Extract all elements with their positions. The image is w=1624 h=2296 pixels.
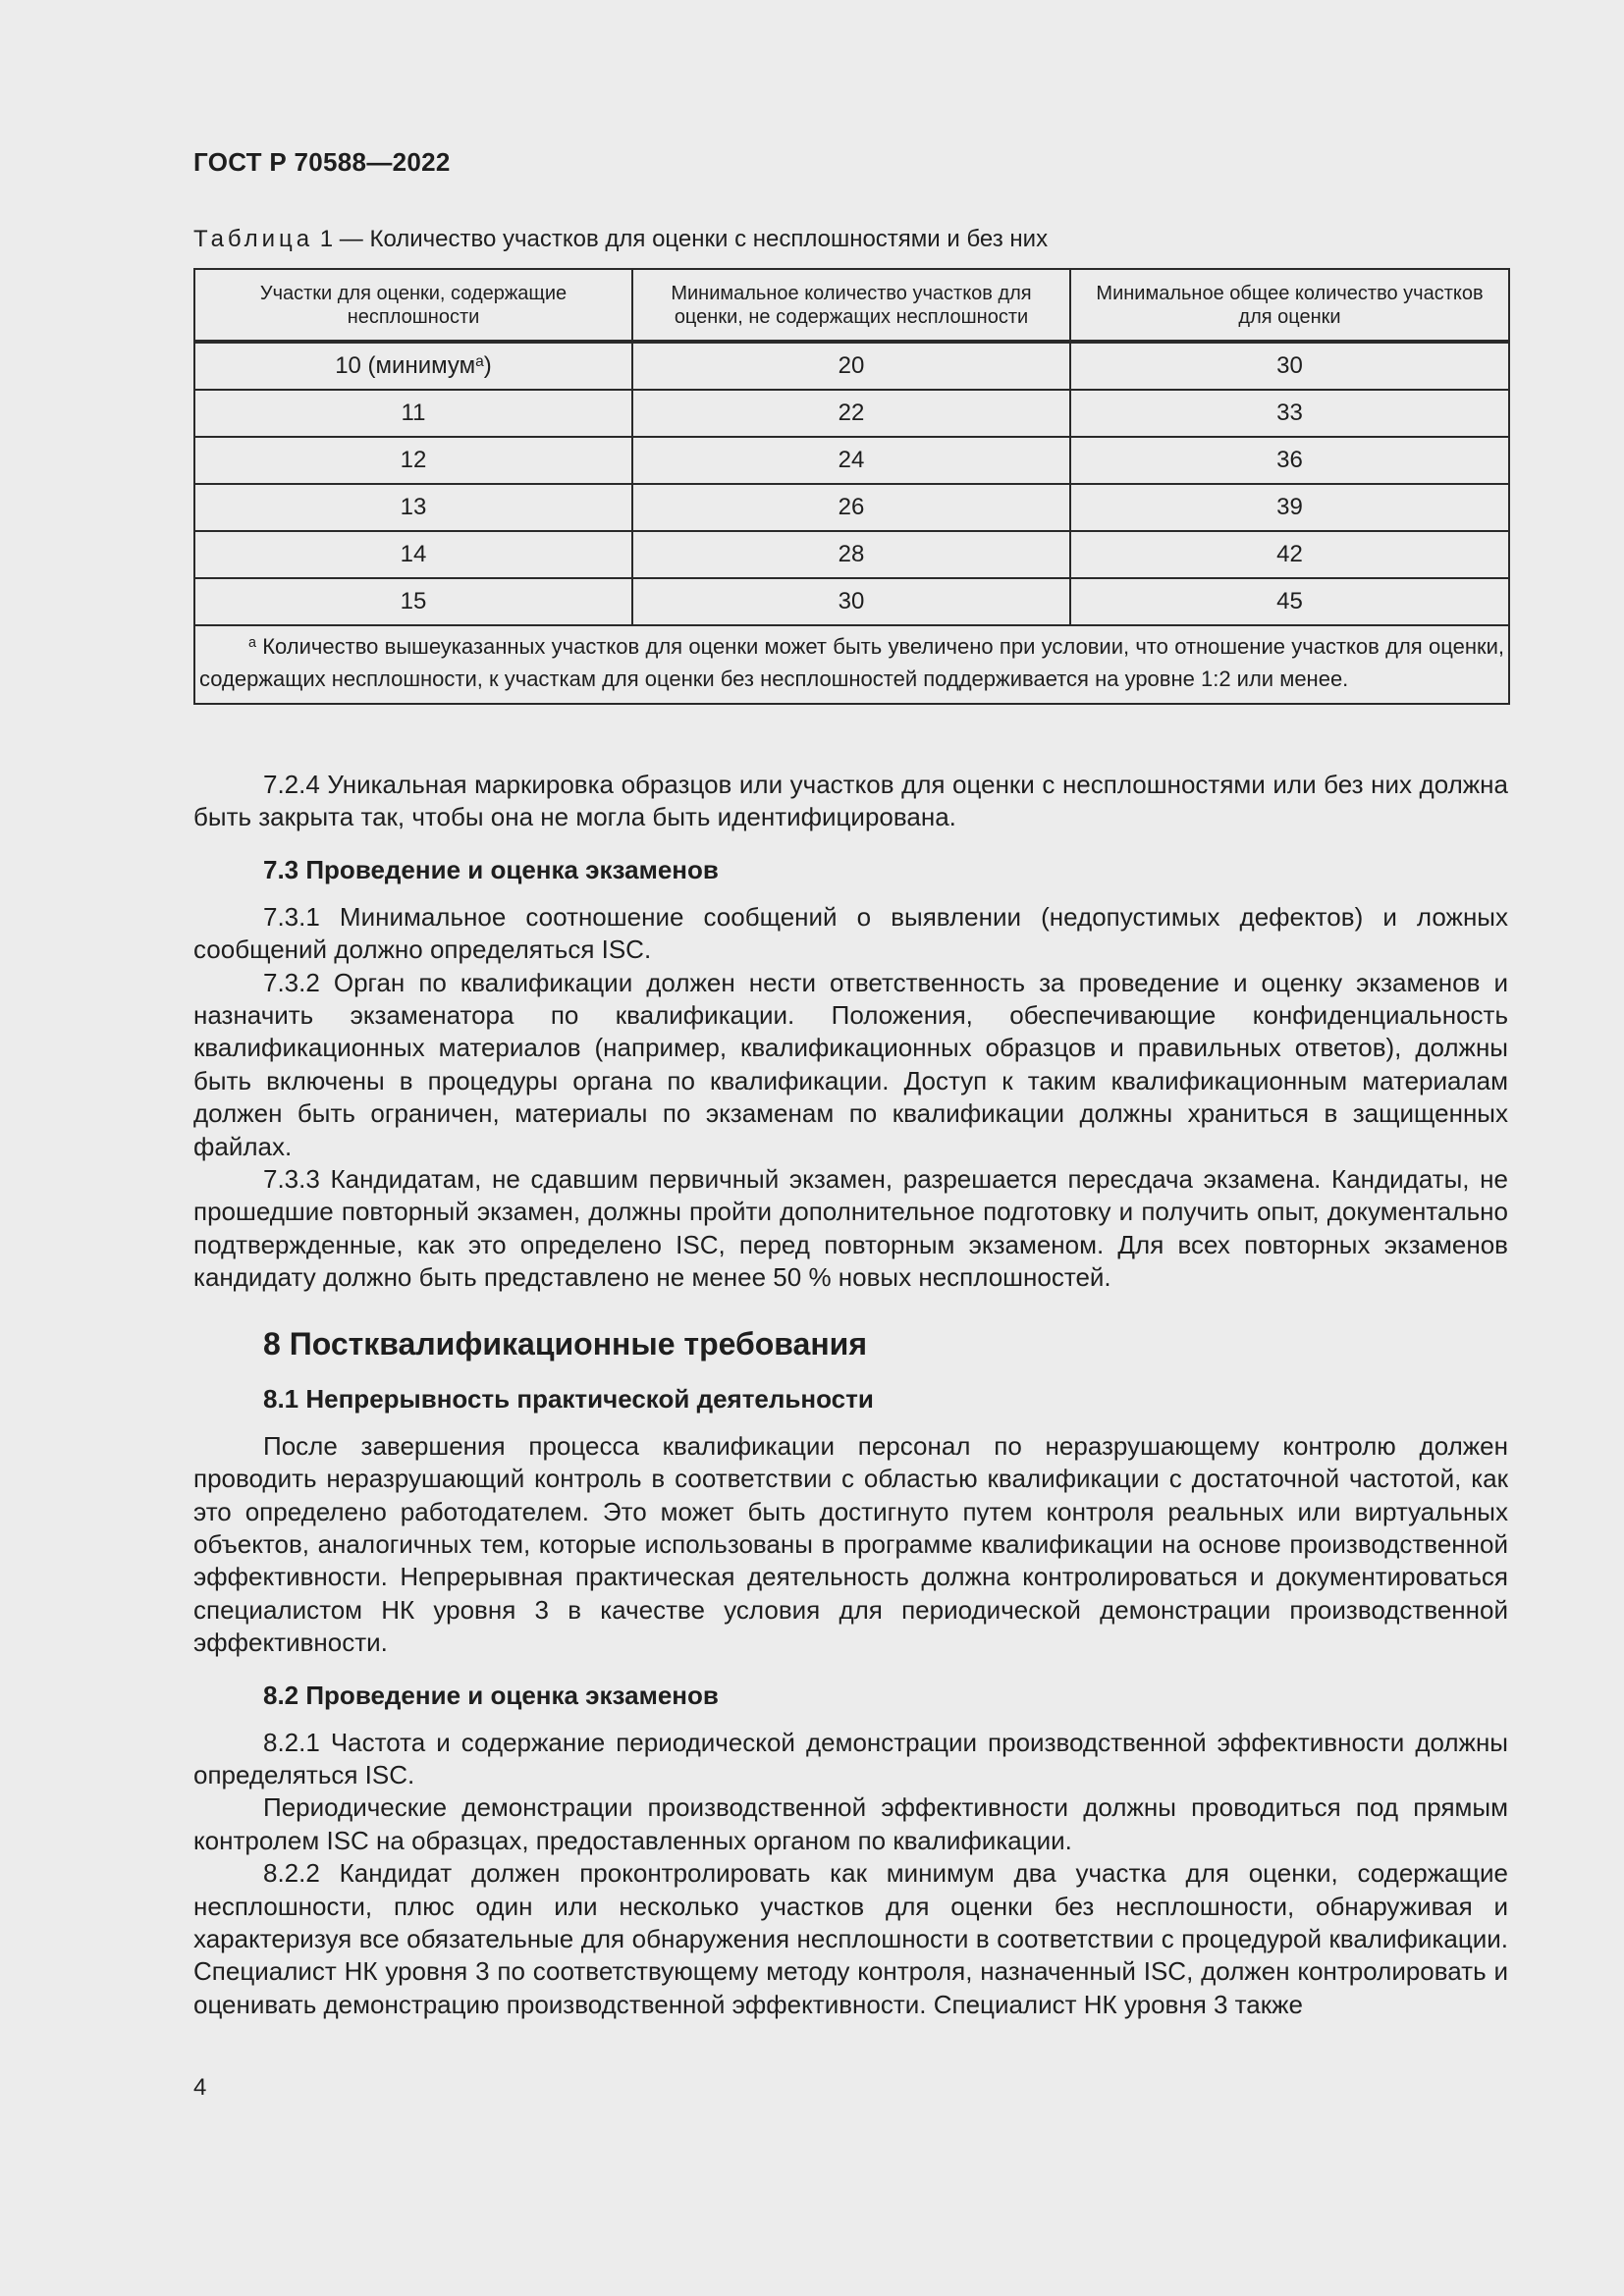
table-row xyxy=(194,390,1509,437)
table-row xyxy=(194,437,1509,484)
table-cell: 22 xyxy=(632,390,1070,437)
table-cell: 13 xyxy=(194,484,632,531)
table-caption-title: 1 — Количество участков для оценки с несплошностями и без них xyxy=(313,226,1049,252)
table-cell: 30 xyxy=(632,578,1070,625)
table-cell: 24 xyxy=(632,437,1070,484)
table-cell: 39 xyxy=(1070,484,1509,531)
table-cell: 33 xyxy=(1070,390,1509,437)
section-heading-8-1: 8.1 Непрерывность практической деятельности xyxy=(263,1383,874,1414)
table-cell: 42 xyxy=(1070,531,1509,578)
table-cell: 11 xyxy=(194,390,632,437)
footnote-ref: a xyxy=(475,353,484,370)
table-cell: 20 xyxy=(632,342,1070,390)
table-cell: 36 xyxy=(1070,437,1509,484)
section-heading-7-3: 7.3 Проведение и оценка экзаменов xyxy=(263,854,719,884)
table-footnote-row xyxy=(194,625,1509,704)
table-cell-text: ) xyxy=(483,352,492,379)
table-cell-text: 10 (минимум xyxy=(335,352,476,379)
footnote-mark: a xyxy=(248,635,256,651)
section-heading-8-2: 8.2 Проведение и оценка экзаменов xyxy=(263,1680,719,1710)
document-header: ГОСТ Р 70588—2022 xyxy=(193,147,451,177)
table-header-cell: Участки для оценки, содержащие несплошности xyxy=(194,269,632,342)
table-cell: 26 xyxy=(632,484,1070,531)
table-row xyxy=(194,578,1509,625)
paragraph-7-3-2: 7.3.2 Орган по квалификации должен нести ответственность за проведение и оценку экзаменов и назначить экзаменатора по квалификации. Положения, обеспечивающие конфиденциальность квалификационных материалов (например, квалификационных образцов и правильных ответов), должны быть включены в процедуры органа по квалификации. Доступ к таким квалификационным материалам должен быть ограничен, материалы по экзаменам по квалификации должны храниться в защищенных файлах. xyxy=(193,967,1508,1161)
paragraph-8-2-1b: Периодические демонстрации производственной эффективности должны проводиться под прямым контролем ISC на образцах, предоставленных органом по квалификации. xyxy=(193,1792,1508,1855)
data-table xyxy=(193,268,1510,705)
table-cell: 28 xyxy=(632,531,1070,578)
table-cell: 14 xyxy=(194,531,632,578)
table-cell: 15 xyxy=(194,578,632,625)
paragraph-8-1: После завершения процесса квалификации персонал по неразрушающему контролю должен проводить неразрушающий контроль в соответствии с областью квалификации с достаточной частотой, как это определено работодателем. Это может быть достигнуто путем контроля реальных или виртуальных объектов, аналогичных тем, которые использованы в программе квалификации на основе производственной эффективности. Непрерывная практическая деятельность должна контролироваться и документироваться специалистом НК уровня 3 в качестве условия для периодической демонстрации производственной эффективности. xyxy=(193,1430,1508,1658)
table-row xyxy=(194,484,1509,531)
page-number: 4 xyxy=(193,2074,207,2101)
table-header-cell: Минимальное общее количество участков для оценки xyxy=(1070,269,1509,342)
table-header-cell: Минимальное количество участков для оценки, не содержащих несплошности xyxy=(632,269,1070,342)
table-footnote xyxy=(194,625,1509,704)
paragraph-7-3-1: 7.3.1 Минимальное соотношение сообщений о выявлении (недопустимых дефектов) и ложных сообщений должно определяться ISC. xyxy=(193,901,1508,965)
body-text xyxy=(193,769,1508,2021)
table-caption xyxy=(193,226,1048,253)
table-cell: 45 xyxy=(1070,578,1509,625)
table-row xyxy=(194,342,1509,390)
table-cell: 12 xyxy=(194,437,632,484)
footnote-text: Количество вышеуказанных участков для оценки может быть увеличено при условии, что отношение участков для оценки, содержащих несплошности, к участкам для оценки без несплошностей поддерживается на уровне 1:2 или менее. xyxy=(199,634,1504,691)
section-heading-8: 8 Постквалификационные требования xyxy=(263,1325,868,1362)
table-cell: 30 xyxy=(1070,342,1509,390)
paragraph-7-3-3: 7.3.3 Кандидатам, не сдавшим первичный экзамен, разрешается пересдача экзамена. Кандидаты, не прошедшие повторный экзамен, должны пройти дополнительное подготовку и получить опыт, документально подтвержденные, как это определено ISC, перед повторным экзаменом. Для всех повторных экзаменов кандидату должно быть представлено не менее 50 % новых несплошностей. xyxy=(193,1164,1508,1293)
paragraph-8-2-1: 8.2.1 Частота и содержание периодической демонстрации производственной эффективности должны определяться ISC. xyxy=(193,1727,1508,1789)
table-row xyxy=(194,531,1509,578)
table-header-row xyxy=(194,269,1509,342)
table-cell xyxy=(194,342,632,390)
paragraph-8-2-2: 8.2.2 Кандидат должен проконтролировать как минимум два участка для оценки, содержащие несплошности, плюс один или несколько участков для оценки без несплошности, обнаруживая и характеризуя все обязательные для обнаружения несплошности в соответствии с процедурой квалификации. Специалист НК уровня 3 по соответствующему методу контроля, назначенный ISC, должен контролировать и оценивать демонстрацию производственной эффективности. Специалист НК уровня 3 также xyxy=(193,1858,1508,2019)
table-caption-word: Таблица xyxy=(193,226,314,252)
paragraph-7-2-4: 7.2.4 Уникальная маркировка образцов или участков для оценки с несплошностями или без них должна быть закрыта так, чтобы она не могла быть идентифицирована. xyxy=(193,770,1508,832)
